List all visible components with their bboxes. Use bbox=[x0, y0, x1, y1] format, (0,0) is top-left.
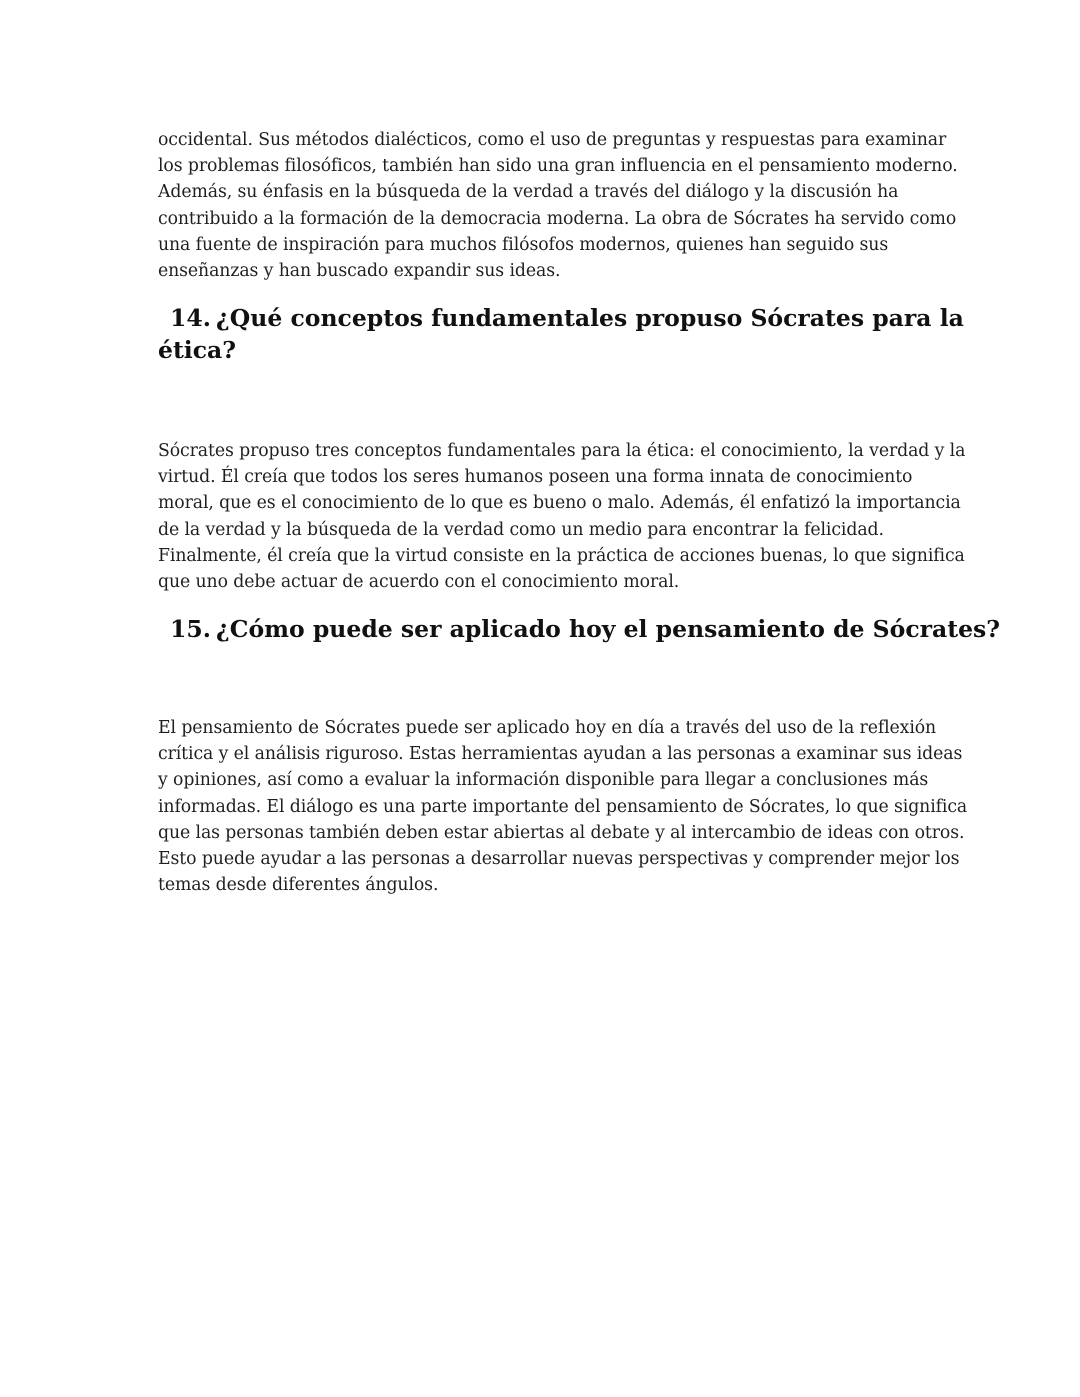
question-number: 14. bbox=[170, 304, 211, 332]
paragraph-ethics-concepts bbox=[158, 438, 966, 595]
question-14-heading bbox=[158, 302, 964, 366]
question-15-heading bbox=[158, 613, 1000, 645]
paragraph-line: temas desde diferentes ángulos. bbox=[158, 875, 439, 896]
heading-line: ética? bbox=[158, 336, 237, 364]
heading-line bbox=[158, 302, 964, 334]
paragraph-line: y opiniones, así como a evaluar la información disponible para llegar a conclusiones más bbox=[158, 770, 929, 791]
paragraph-line: Esto puede ayudar a las personas a desarrollar nuevas perspectivas y comprender mejor los bbox=[158, 849, 960, 870]
question-title: ¿Qué conceptos fundamentales propuso Sócrates para la bbox=[216, 304, 964, 332]
paragraph-line: enseñanzas y han buscado expandir sus ideas. bbox=[158, 261, 561, 282]
paragraph-line: occidental. Sus métodos dialécticos, como el uso de preguntas y respuestas para examinar bbox=[158, 130, 947, 150]
paragraph-socrates-influence bbox=[158, 127, 958, 284]
paragraph-line: moral, que es el conocimiento de lo que es bueno o malo. Además, él enfatizó la importancia bbox=[158, 493, 961, 514]
paragraph-line: El pensamiento de Sócrates puede ser aplicado hoy en día a través del uso de la reflexión bbox=[158, 718, 937, 738]
paragraph-line: que uno debe actuar de acuerdo con el conocimiento moral. bbox=[158, 572, 680, 593]
paragraph-line: Finalmente, él creía que la virtud consiste en la práctica de acciones buenas, lo que significa bbox=[158, 545, 965, 566]
paragraph-line: los problemas filosóficos, también han sido una gran influencia en el pensamiento moderno. bbox=[158, 156, 958, 177]
question-title: ¿Cómo puede ser aplicado hoy el pensamiento de Sócrates? bbox=[216, 615, 1001, 643]
paragraph-line: informadas. El diálogo es una parte importante del pensamiento de Sócrates, lo que significa bbox=[158, 796, 968, 817]
paragraph-line: Además, su énfasis en la búsqueda de la verdad a través del diálogo y la discusión ha bbox=[158, 182, 899, 203]
paragraph-line: virtud. Él creía que todos los seres humanos poseen una forma innata de conocimiento bbox=[158, 467, 913, 488]
paragraph-line: de la verdad y la búsqueda de la verdad como un medio para encontrar la felicidad. bbox=[158, 519, 884, 540]
paragraph-line: una fuente de inspiración para muchos filósofos modernos, quienes han seguido sus bbox=[158, 234, 889, 255]
paragraph-line: contribuido a la formación de la democracia moderna. La obra de Sócrates ha servido como bbox=[158, 208, 957, 229]
paragraph-applied-today bbox=[158, 715, 968, 898]
heading-line bbox=[158, 613, 1000, 645]
paragraph-line: Sócrates propuso tres conceptos fundamentales para la ética: el conocimiento, la verdad y la bbox=[158, 441, 966, 461]
paragraph-line: crítica y el análisis riguroso. Estas herramientas ayudan a las personas a examinar sus ideas bbox=[158, 744, 963, 765]
question-number: 15. bbox=[170, 615, 211, 643]
paragraph-line: que las personas también deben estar abiertas al debate y al intercambio de ideas con otros. bbox=[158, 822, 965, 843]
